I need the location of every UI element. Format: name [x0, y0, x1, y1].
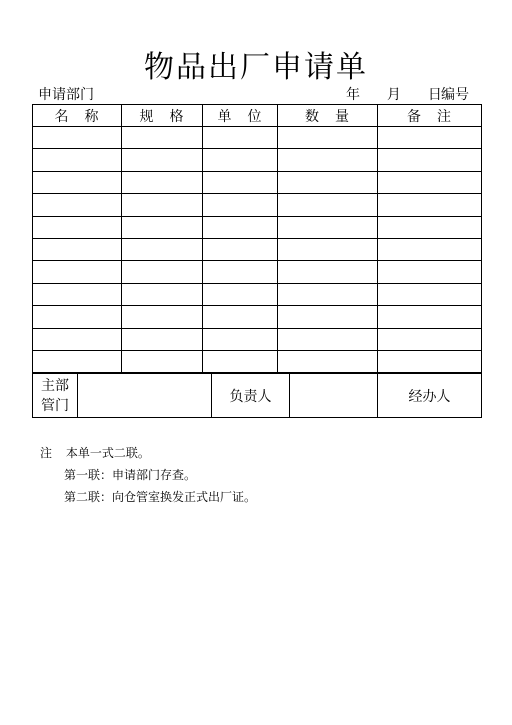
table-row	[33, 171, 482, 193]
table-cell[interactable]	[122, 261, 203, 283]
table-cell[interactable]	[378, 350, 482, 372]
table-cell[interactable]	[122, 194, 203, 216]
table-cell[interactable]	[278, 149, 378, 171]
table-cell[interactable]	[203, 194, 278, 216]
table-row	[33, 149, 482, 171]
table-cell[interactable]	[203, 216, 278, 238]
table-cell[interactable]	[278, 238, 378, 260]
table-cell[interactable]	[378, 216, 482, 238]
table-cell[interactable]	[203, 261, 278, 283]
table-cell[interactable]	[122, 350, 203, 372]
table-row	[33, 127, 482, 149]
table-cell[interactable]	[278, 171, 378, 193]
table-cell[interactable]	[122, 171, 203, 193]
year-label: 年	[346, 87, 360, 103]
supervisor-dept-label: 主部 管门	[33, 374, 78, 418]
table-cell[interactable]	[278, 306, 378, 328]
table-cell[interactable]	[122, 306, 203, 328]
table-cell[interactable]	[278, 350, 378, 372]
table-row	[33, 238, 482, 260]
form-title: 物品出厂申请单	[144, 50, 368, 85]
note-line-1: 本单一式二联。	[65, 446, 150, 460]
table-cell[interactable]	[203, 127, 278, 149]
table-cell[interactable]	[33, 216, 122, 238]
table-cell[interactable]	[203, 328, 278, 350]
note-line-3: 第二联：向仓管室换发正式出厂证。	[64, 490, 257, 504]
table-row	[33, 194, 482, 216]
table-cell[interactable]	[278, 216, 378, 238]
table-cell[interactable]	[203, 149, 278, 171]
table-cell[interactable]	[203, 350, 278, 372]
table-row	[33, 328, 482, 350]
table-cell[interactable]	[278, 283, 378, 305]
number-label: 编号	[441, 87, 469, 103]
table-cell[interactable]	[203, 306, 278, 328]
table-cell[interactable]	[203, 171, 278, 193]
supervisor-signature-cell[interactable]	[78, 374, 212, 418]
handler-label: 经办人	[378, 374, 482, 418]
signature-row	[32, 373, 482, 418]
table-row	[33, 350, 482, 372]
table-cell[interactable]	[33, 194, 122, 216]
table-cell[interactable]	[203, 283, 278, 305]
table-row	[33, 261, 482, 283]
table-row	[33, 283, 482, 305]
col-name-header: 名 称	[33, 105, 122, 127]
table-cell[interactable]	[378, 149, 482, 171]
table-cell[interactable]	[122, 216, 203, 238]
notes-section	[40, 442, 256, 508]
table-cell[interactable]	[378, 194, 482, 216]
table-cell[interactable]	[33, 149, 122, 171]
table-cell[interactable]	[278, 194, 378, 216]
table-cell[interactable]	[378, 171, 482, 193]
col-spec-header: 规 格	[122, 105, 203, 127]
date-fields	[346, 84, 442, 104]
month-label: 月	[386, 87, 401, 103]
table-cell[interactable]	[278, 261, 378, 283]
table-row	[33, 306, 482, 328]
day-label: 日	[427, 87, 442, 103]
table-cell[interactable]	[122, 328, 203, 350]
table-cell[interactable]	[278, 328, 378, 350]
table-cell[interactable]	[278, 127, 378, 149]
table-cell[interactable]	[378, 283, 482, 305]
manager-signature-cell[interactable]	[290, 374, 378, 418]
table-row	[33, 216, 482, 238]
table-header-row	[33, 105, 482, 127]
manager-label: 负责人	[212, 374, 290, 418]
table-cell[interactable]	[378, 261, 482, 283]
col-unit-header: 单 位	[203, 105, 278, 127]
table-cell[interactable]	[33, 127, 122, 149]
table-cell[interactable]	[122, 149, 203, 171]
table-cell[interactable]	[203, 238, 278, 260]
table-cell[interactable]	[33, 171, 122, 193]
notes-prefix: 注	[40, 446, 53, 460]
table-cell[interactable]	[33, 261, 122, 283]
table-cell[interactable]	[33, 328, 122, 350]
col-remark-header: 备 注	[378, 105, 482, 127]
table-cell[interactable]	[122, 283, 203, 305]
table-cell[interactable]	[378, 306, 482, 328]
table-cell[interactable]	[122, 238, 203, 260]
dept-label: 申请部门	[38, 87, 94, 103]
col-quantity-header: 数 量	[278, 105, 378, 127]
note-line-2: 第一联：申请部门存查。	[64, 468, 197, 482]
table-cell[interactable]	[33, 306, 122, 328]
table-cell[interactable]	[378, 127, 482, 149]
table-cell[interactable]	[378, 328, 482, 350]
table-cell[interactable]	[33, 350, 122, 372]
table-cell[interactable]	[378, 238, 482, 260]
table-cell[interactable]	[33, 283, 122, 305]
table-cell[interactable]	[33, 238, 122, 260]
items-table	[32, 104, 482, 373]
table-cell[interactable]	[122, 127, 203, 149]
